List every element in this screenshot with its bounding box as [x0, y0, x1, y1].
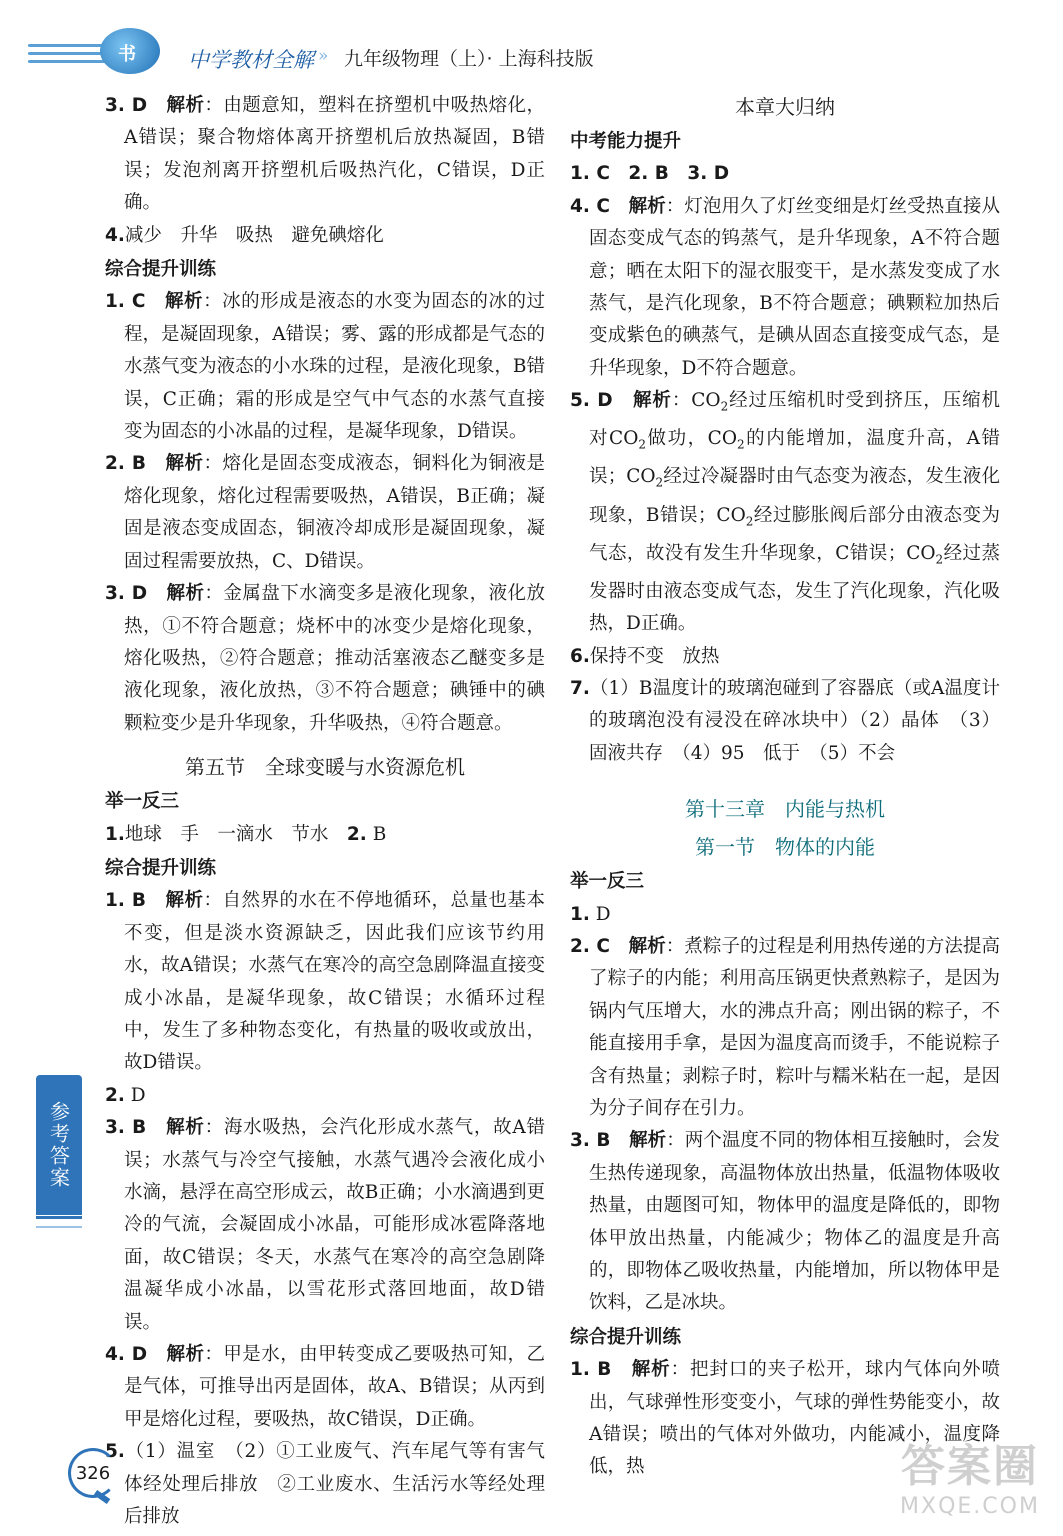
book-subtitle: 九年级物理（上）· 上海科技版 [344, 48, 594, 70]
subscript: 2 [737, 438, 745, 453]
section-title: 第一节 物体的内能 [695, 835, 875, 860]
answer-item [570, 641, 1000, 673]
analysis-label: 解析 [166, 583, 205, 605]
analysis-label: 解析 [632, 390, 672, 412]
answer-number: 5. D [570, 390, 613, 412]
answer-text: ：金属盘下水滴变多是液化现象，液化放热，①不符合题意；烧杯中的冰变少是熔化现象，熔化吸热，②符合题意；推动活塞液态乙醚变多是液化现象，液化放热，③不符合题意；碘锤中的碘颗粒变少是升华现象，升华吸热，④符合题意。 [124, 583, 545, 734]
watermark-logo: 答案圈 [901, 1441, 1039, 1492]
divider [36, 1216, 82, 1219]
answer-text: B [366, 823, 387, 845]
answer-text: ：把封口的夹子松开，球内气体向外喷出，气球弹性形变变小，气球的弹性势能变小，故A错误；喷出的气体对外做功，内能减小，温度降低，热 [589, 1359, 1000, 1478]
subsection-heading: 举一反三 [570, 871, 645, 893]
answer-text: D [589, 903, 611, 925]
answer-text: （1）温室 （2）①工业废气、汽车尾气等有害气体经处理后排放 ②工业废水、生活污水等经处理后排放 [124, 1441, 545, 1528]
answer-number: 7. [570, 677, 590, 699]
subscript: 2 [745, 514, 754, 529]
answer-number: 4. [105, 224, 125, 246]
answer-item [105, 220, 545, 252]
answer-text: 的内能增加，温度升高，A错误；CO [589, 428, 1000, 488]
chapter-title: 第十三章 内能与热机 [685, 797, 885, 822]
answer-text: ：甲是水，由甲转变成乙要吸热可知，乙是气体，可推导出丙是固体，故A、B错误；从丙到甲是熔化过程，要吸热，故C错误，D正确。 [124, 1344, 545, 1430]
analysis-label: 解析 [165, 453, 204, 475]
answer-text: 经过蒸发器时由液态变成气态，发生了汽化现象，汽化吸热，D正确。 [589, 542, 1000, 635]
section-title: 第五节 全球变暖与水资源危机 [185, 755, 465, 780]
answer-text: 经过冷凝器时由气态变为液态，发生液化现象，B错误；CO [589, 466, 1000, 526]
page-header [0, 0, 1063, 90]
answer-item [105, 1436, 545, 1533]
analysis-label: 解析 [166, 1117, 205, 1139]
answer-item [105, 885, 545, 1079]
answer-item [570, 673, 1000, 770]
answer-text: D [124, 1084, 146, 1106]
answer-number: 2. [346, 823, 367, 845]
answer-text: ：冰的形成是液态的水变为固态的冰的过程，是凝固现象，A错误；雾、露的形成都是气态的水蒸气变为液态的小水珠的过程，是液化现象，B错误，C正确；霜的形成是空气中气态的水蒸气直接变为固态的小冰晶的过程，是凝华现象，D错误。 [124, 291, 545, 443]
analysis-label: 解析 [628, 195, 666, 217]
answer-item [105, 1112, 545, 1339]
answer-item [105, 1339, 545, 1436]
brand-title: 中学教材全解 [188, 48, 314, 72]
answer-item [105, 286, 545, 448]
analysis-label: 解析 [166, 1344, 205, 1366]
left-column [105, 90, 545, 1533]
subsection-heading: 中考能力提升 [570, 131, 682, 152]
reference-answers-tab: 参考答案 [36, 1075, 82, 1215]
analysis-label: 解析 [165, 890, 204, 912]
answer-text: ：自然界的水在不停地循环，总量也基本不变，但是淡水资源缺乏，因此我们应该节约用水，故A错误；水蒸气在寒冷的高空急剧降温直接变成小冰晶，是凝华现象，故C错误；水循环过程中，发生了多种物态变化，有热量的吸收或放出，故D错误。 [124, 890, 545, 1074]
answer-text: 经过膨胀阀后部分由液态变为气态，故没有发生升华现象，C错误；CO [589, 504, 1000, 564]
answer-number: 4. C [570, 195, 610, 217]
answer-number: 1. B [105, 890, 146, 912]
subsection-heading: 综合提升训练 [105, 857, 217, 879]
answer-item [105, 1080, 545, 1112]
answer-text: ：海水吸热，会汽化形成水蒸气，故A错误；水蒸气与冷空气接触，水蒸气遇冷会液化成小水滴，悬浮在高空形成云，故B正确；小水滴遇到更冷的气流，会凝固成小冰晶，可能形成冰雹降落地面，故C错误；冬天，水蒸气在寒冷的高空急剧降温凝华成小冰晶，以雪花形式落回地面，故D错误。 [124, 1117, 545, 1333]
answer-text: ：熔化是固态变成液态，铜料化为铜液是熔化现象，熔化过程需要吸热，A错误，B正确；凝固是液态变成固态，铜液冷却成形是凝固现象，凝固过程需要放热，C、D错误。 [124, 453, 545, 572]
page-number: 326 [68, 1448, 118, 1498]
analysis-label: 解析 [628, 935, 666, 957]
right-column [570, 90, 1000, 1484]
answer-text: 经过压缩机时受到挤压，压缩机对CO [589, 390, 1001, 450]
answer-item [570, 1125, 1000, 1319]
analysis-label: 解析 [631, 1359, 671, 1381]
subscript: 2 [655, 476, 664, 491]
answer-number: 3. D [105, 583, 148, 605]
analysis-label: 解析 [629, 1130, 667, 1152]
answer-text: ：由题意知，塑料在挤塑机中吸热熔化，A错误；聚合物熔体离开挤塑机后放热凝固，B错误；发泡剂离开挤塑机后吸热汽化，C错误，D正确。 [124, 95, 545, 214]
watermark-url: MXQE.COM [900, 1494, 1040, 1519]
answer-item [105, 819, 545, 851]
answer-number: 1. C 2. B 3. D [570, 163, 730, 185]
answer-text: ：CO [671, 390, 721, 412]
answer-number: 6. [570, 645, 590, 667]
answer-text: （1）B温度计的玻璃泡碰到了容器底（或A温度计的玻璃泡没有浸没在碎冰块中）（2）晶体 （3）固液共存 （4）95 低于 （5）不会 [589, 677, 1000, 764]
answer-text: 保持不变 放热 [589, 645, 720, 667]
answer-text: ：煮粽子的过程是利用热传递的方法提高了粽子的内能；利用高压锅更快煮熟粽子，是因为锅内气压增大，水的沸点升高；刚出锅的粽子，不能直接用手拿，是因为温度高而烫手，不能说粽子含有热量；剥粽子时，粽叶与糯米粘在一起，是因为分子间存在引力。 [589, 935, 1000, 1119]
answer-item [570, 385, 1000, 640]
answer-text: ：两个温度不同的物体相互接触时，会发生热传递现象，高温物体放出热量，低温物体吸收热量，由题图可知，物体甲的温度是降低的，即物体甲放出热量，内能减少；物体乙的温度是升高的，即物体乙吸收热量，内能增加，所以物体甲是饮料，乙是冰块。 [589, 1130, 1000, 1314]
watermark [890, 1440, 1050, 1530]
answer-number: 1. C [105, 291, 146, 313]
answer-number: 3. B [570, 1130, 611, 1152]
answer-number: 3. D [105, 95, 148, 116]
divider [36, 1226, 82, 1228]
answer-number: 4. D [105, 1344, 148, 1366]
chapter-summary-title: 本章大归纳 [735, 95, 835, 119]
answer-item [570, 191, 1000, 385]
book-logo-icon: 书 [100, 28, 160, 74]
answer-text: 做功，CO [646, 428, 737, 450]
answer-item [105, 90, 545, 220]
answer-text: 减少 升华 吸热 避免碘熔化 [124, 224, 384, 246]
answer-item [105, 448, 545, 578]
analysis-label: 解析 [166, 95, 205, 116]
answer-item [570, 158, 1000, 190]
chevron-right-icon: » [318, 46, 329, 66]
subsection-heading: 举一反三 [105, 791, 180, 813]
answer-number: 1. B [570, 1359, 612, 1381]
answer-item [570, 931, 1000, 1125]
answer-number: 3. B [105, 1117, 147, 1139]
analysis-label: 解析 [165, 291, 204, 313]
answer-text: ：灯泡用久了灯丝变细是灯丝受热直接从固态变成气态的钨蒸气，是升华现象，A不符合题意；晒在太阳下的湿衣服变干，是水蒸发变成了水蒸气，是汽化现象，B不符合题意；碘颗粒加热后变成紫色的碘蒸气，是碘从固态直接变成气态，是升华现象，D不符合题意。 [589, 195, 1000, 379]
subsection-heading: 综合提升训练 [570, 1326, 682, 1348]
answer-number: 2. [105, 1084, 125, 1106]
subscript: 2 [720, 399, 729, 414]
subsection-heading: 综合提升训练 [105, 259, 217, 281]
answer-text: 地球 手 一滴水 节水 [124, 823, 347, 845]
answer-number: 5. [105, 1441, 125, 1463]
answer-number: 2. C [570, 935, 610, 957]
answer-number: 2. B [105, 453, 146, 475]
answer-number: 1. [570, 903, 590, 925]
answer-item [105, 578, 545, 740]
subscript: 2 [638, 438, 647, 453]
answer-item [570, 899, 1000, 931]
subscript: 2 [935, 552, 944, 567]
answer-number: 1. [105, 823, 125, 845]
